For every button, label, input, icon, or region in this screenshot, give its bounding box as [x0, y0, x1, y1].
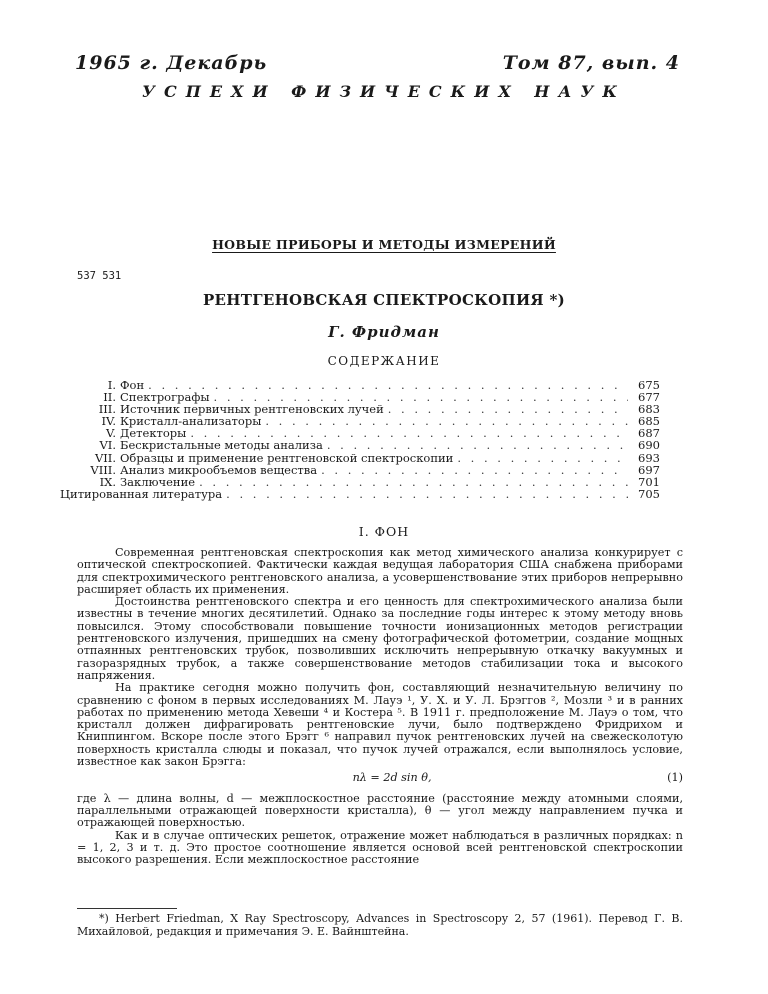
section-heading: НОВЫЕ ПРИБОРЫ И МЕТОДЫ ИЗМЕРЕНИЙ [212, 237, 556, 252]
toc-page: 687 [638, 426, 660, 441]
toc-leader [265, 415, 628, 427]
toc-page: 675 [638, 378, 660, 392]
toc-text: Источник первичных рентгеновских лучей [120, 402, 384, 417]
toc-page: 690 [638, 438, 660, 453]
toc-item[interactable] [60, 464, 660, 476]
volume-issue: Том 87, вып. 4 [502, 52, 680, 74]
toc-number: IX. [99, 474, 116, 489]
paragraph: Как и в случае оптических решеток, отражение может наблюдаться в различных порядках: n = 1, 2, 3 и т. д. Это простое соотношение является основой всей рентгеновской спектроскопии высокого разрешения. Если межплоскостное расстояние [77, 828, 683, 867]
toc-page: 705 [638, 486, 660, 501]
equation-number: (1) [667, 771, 683, 785]
toc-number: II. [103, 390, 116, 405]
toc-page: 697 [638, 462, 660, 477]
toc-number: I. [107, 378, 116, 392]
toc-text: Заключение [120, 474, 196, 489]
toc-leader [388, 403, 628, 415]
toc-text: Цитированная литература [60, 486, 223, 501]
toc-number: VII. [94, 450, 116, 465]
toc-number: VI. [99, 438, 116, 453]
toc-text: Бескристальные методы анализа [120, 438, 323, 453]
toc-text: Спектрографы [120, 390, 210, 405]
toc-page: 683 [638, 402, 660, 417]
equation-formula: nλ = 2d sin θ, [352, 771, 432, 785]
toc-item[interactable] [60, 452, 660, 464]
toc-leader [457, 452, 628, 464]
toc-page: 685 [638, 414, 660, 429]
paragraph: Современная рентгеновская спектроскопия как метод химического анализа конкурирует с оптической спектроскопией. Фактически каждая ведущая лаборатория США снабжена приборами для спектрохимического рентгеновского анализа, а усовершенствование этих приборов непрерывно расширяет область их применения. [77, 546, 683, 596]
footnote-rule [77, 908, 177, 909]
paragraph: На практике сегодня можно получить фон, составляющий незначительную величину по сравнению с фоном в первых исследованиях М. Лауэ ¹, У. Х. и У. Л. Брэггов ², Мозли ³ и в ранних работах по применению метода Хевеши ⁴ и Костера ⁵. В 1911 г. предположение М. Лауэ о том, что кристалл должен дифрагировать рентгеновские лучи, было подтверждено Фридрихом и Книппингом. Вскоре после этого Брэгг ⁶ направил пучок рентгеновских лучей на свежесколотую поверхность кристалла слюды и показал, что пучок лучей отражался, если выполнялось условие, известное как закон Брэгга: [77, 681, 683, 769]
toc-page: 693 [638, 450, 660, 465]
journal-title: УСПЕХИ ФИЗИЧЕСКИХ НАУК [142, 82, 626, 101]
paragraph: Достоинства рентгеновского спектра и его ценность для спектрохимического анализа были известны в течение многих десятилетий. Однако за последние годы интерес к этому методу вновь повысился. Этому способствовали повышение точности ионизационных методов регистрации рентгеновского излучения, пришедших на смену фотографической фотометрии, создание мощных отпаянных рентгеновских трубок, позволивших исключить непрерывную откачку вакуумных и газоразрядных трубок, а также совершенствование методов стабилизации тока и высокого напряжения. [77, 595, 683, 682]
toc-text: Анализ микрообъемов вещества [120, 462, 318, 477]
author: Г. Фридман [328, 323, 440, 341]
contents-heading: СОДЕРЖАНИЕ [327, 354, 441, 368]
udc-code: 537 531 [77, 270, 122, 282]
toc-leader [199, 476, 628, 488]
toc-item[interactable] [60, 439, 660, 451]
toc-leader [226, 488, 628, 500]
section-1-heading: I. ФОН [358, 524, 410, 539]
issue-date: 1965 г. Декабрь [75, 52, 268, 74]
equation [77, 772, 683, 784]
toc-number: III. [98, 402, 116, 417]
toc-number: IV. [101, 414, 116, 429]
toc-text: Кристалл-анализаторы [120, 414, 262, 429]
toc-text: Фон [120, 378, 145, 392]
toc-text: Образцы и применение рентгеновской спектроскопии [120, 450, 454, 465]
toc-leader [148, 379, 628, 391]
toc-text: Детекторы [120, 426, 187, 441]
toc-page: 677 [638, 390, 660, 405]
table-of-contents [60, 379, 660, 500]
article-title: РЕНТГЕНОВСКАЯ СПЕКТРОСКОПИЯ *) [202, 291, 566, 309]
toc-leader [327, 439, 628, 451]
toc-number: VIII. [90, 462, 116, 477]
toc-page: 701 [638, 474, 660, 489]
paragraph: где λ — длина волны, d — межплоскостное расстояние (расстояние между атомными слоями, параллельными отражающей поверхности кристалла), θ — угол между направлением пучка и отражающей поверхностью. [77, 791, 683, 830]
article-body [77, 547, 683, 866]
toc-number: V. [106, 426, 116, 441]
toc-item[interactable] [60, 488, 660, 500]
footnote: *) Herbert Friedman, X Ray Spectroscopy, Advances in Spectroscopy 2, 57 (1961). Перевод Г. В. Михайловой, редакция и примечания Э. Е. Вайнштейна. [77, 912, 683, 938]
toc-leader [321, 464, 628, 476]
